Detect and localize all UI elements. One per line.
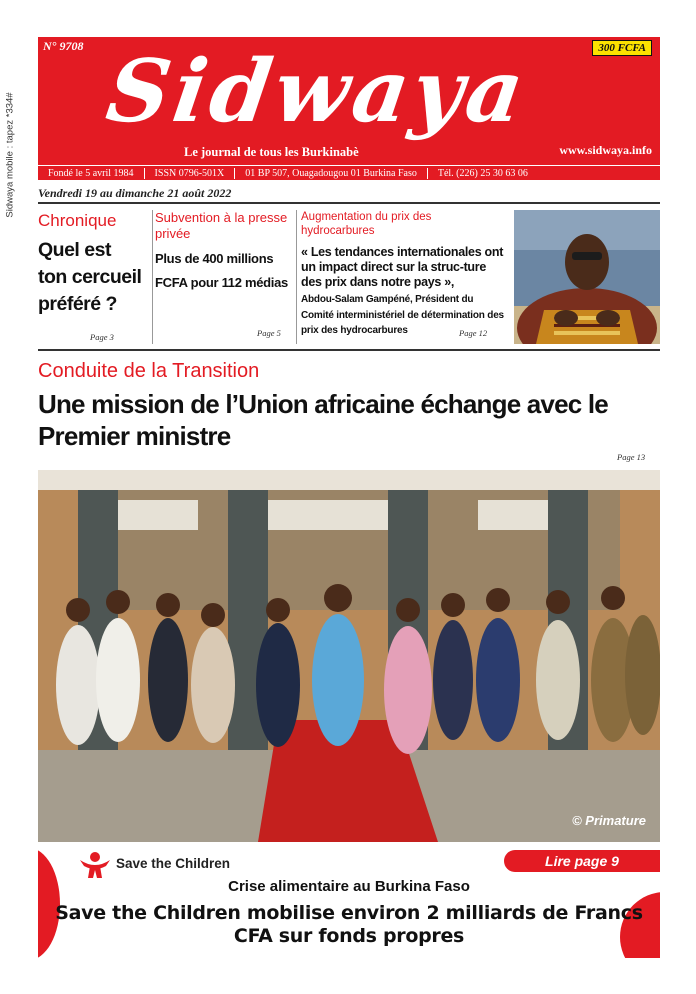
page-reference: Page 12 bbox=[459, 328, 488, 338]
photo-credit: © Primature bbox=[572, 813, 646, 828]
issue-date: Vendredi 19 au dimanche 21 août 2022 bbox=[38, 186, 232, 200]
teaser-quote: « Les tendances internationales ont un impact direct sur la struc-ture des prix dans notre pays », bbox=[301, 244, 504, 289]
side-vertical-text bbox=[2, 40, 18, 270]
ad-subtitle: Crise alimentaire au Burkina Faso bbox=[228, 878, 470, 895]
advertisement[interactable] bbox=[38, 844, 660, 958]
teaser-headline: Quel est ton cercueil préféré ? bbox=[38, 239, 142, 316]
tagline: Le journal de tous les Burkinabè bbox=[184, 145, 359, 159]
founded-date: Fondé le 5 avril 1984 bbox=[38, 168, 145, 179]
portrait-illustration bbox=[514, 210, 660, 344]
teaser-headline: Plus de 400 millions FCFA pour 112 médias bbox=[155, 250, 288, 290]
info-bar bbox=[38, 165, 660, 180]
lead-page-reference: Page 13 bbox=[617, 452, 646, 462]
lead-headline[interactable]: Une mission de l’Union africaine échange avec le Premier ministre bbox=[38, 389, 608, 452]
divider bbox=[38, 349, 660, 351]
lead-kicker: Conduite de la Transition bbox=[38, 360, 260, 382]
issn: ISSN 0796-501X bbox=[145, 168, 236, 179]
brand-name: Save the Children bbox=[116, 856, 231, 871]
phone-number: Tél. (226) 25 30 63 06 bbox=[437, 167, 528, 179]
price-tag: 300 FCFA bbox=[592, 40, 652, 56]
newspaper-logo: Sidwaya bbox=[100, 41, 534, 142]
teaser-kicker: Augmentation du prix des hydrocarbures bbox=[301, 211, 432, 238]
teaser-chronique[interactable] bbox=[38, 210, 144, 344]
save-the-children-logo-icon bbox=[78, 850, 112, 878]
lead-photo bbox=[38, 470, 660, 842]
issue-number: N° 9708 bbox=[43, 39, 84, 53]
group-photo-illustration bbox=[38, 470, 660, 842]
sms-info: Sidwaya mobile : tapez *334# bbox=[4, 92, 16, 218]
teaser-kicker: Subvention à la presse privée bbox=[155, 210, 288, 242]
ad-headline: Save the Children mobilise environ 2 milliards de Francs CFA sur fonds propres bbox=[55, 902, 643, 947]
teaser-hydrocarbures[interactable] bbox=[296, 210, 508, 344]
page-reference: Page 3 bbox=[90, 332, 114, 342]
teaser-subvention[interactable] bbox=[152, 210, 290, 344]
teaser-kicker: Chronique bbox=[38, 211, 117, 230]
masthead bbox=[38, 37, 660, 165]
website-link[interactable]: www.sidwaya.info bbox=[559, 143, 652, 157]
postal-address: 01 BP 507, Ouagadougou 01 Burkina Faso bbox=[235, 168, 428, 179]
read-page-banner[interactable]: Lire page 9 bbox=[504, 850, 660, 872]
portrait-photo bbox=[514, 210, 660, 344]
teaser-byline: Abdou-Salam Gampéné, Président du Comité interministériel de détermination des prix des hydrocarbures bbox=[301, 293, 504, 337]
divider bbox=[38, 202, 660, 204]
page-reference: Page 5 bbox=[257, 328, 281, 338]
